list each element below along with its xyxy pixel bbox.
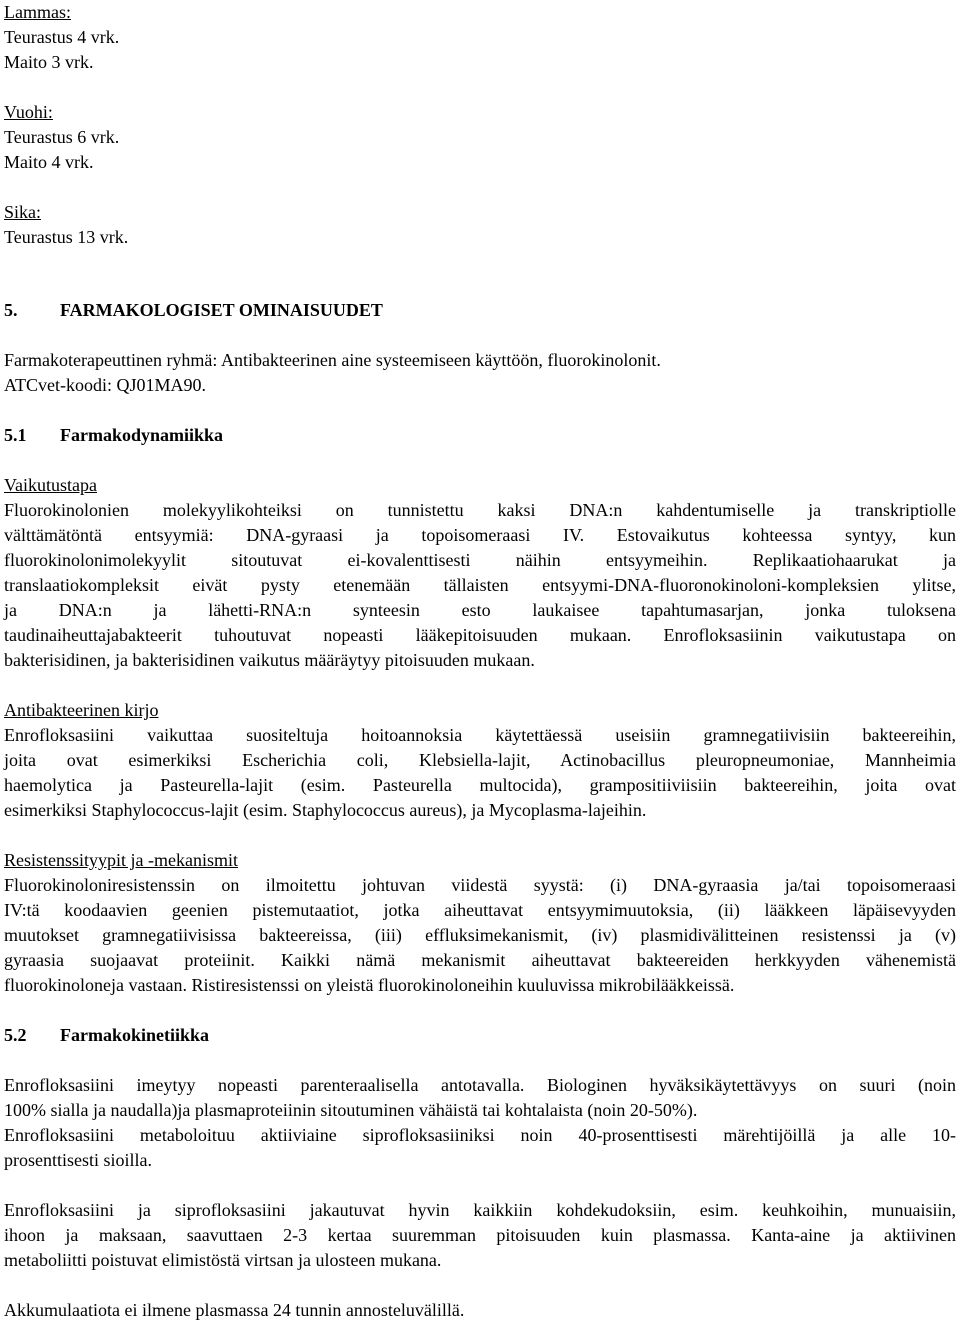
withdrawal-pig [4,200,956,250]
goat-line: Teurastus 6 vrk. [4,127,120,147]
pig-line: Teurastus 13 vrk. [4,227,129,247]
paragraph-line: bakterisidinen, ja bakterisidinen vaikutus määräytyy pitoisuuden mukaan. [4,650,535,670]
section-title: Farmakokinetiikka [60,1025,210,1045]
section-number: 5.2 [4,1025,27,1045]
resistance-paragraph [4,873,956,998]
goat-heading: Vuohi: [4,102,53,122]
pig-heading: Sika: [4,202,42,222]
paragraph-line: Enrofloksasiini metaboloituu aktiiviaine siprofloksasiiniksi noin 40-prosenttisesti märehtijöillä ja alle 10- [4,1125,956,1145]
section-title: Farmakodynamiikka [60,425,224,445]
paragraph-line: fluorokinolonimolekyylit sitoutuvat ei-kovalenttisesti näihin entsyymeihin. Replikaatiohaarukat ja [4,550,956,570]
group-label: Farmakoterapeuttinen ryhmä: [4,350,218,370]
paragraph-line: ja DNA:n ja lähetti-RNA:n synteesin esto laukaisee tapahtumasarjan, jonka tuloksena [4,600,956,620]
pharmacokinetics-paragraph-2 [4,1198,956,1273]
paragraph-line: Fluorokinoloniresistenssin on ilmoitettu johtuvan viidestä syystä: (i) DNA-gyraasia ja/tai topoisomeraasi [4,875,956,895]
pharmacokinetics-paragraph-1 [4,1073,956,1173]
paragraph-line: translaatiokompleksit eivät pysty etenemään tällaisten entsyymi-DNA-fluoronokinoloni-kompleksien ylitse, [4,575,956,595]
mechanism-heading: Vaikutustapa [4,475,97,495]
resistance-heading: Resistenssityypit ja -mekanismit [4,850,238,870]
withdrawal-lamb [4,0,956,75]
paragraph-line: 100% sialla ja naudalla)ja plasmaproteiinin sitoutuminen vähäistä tai kohtalaista (noin 20-50%). [4,1100,698,1120]
paragraph-line: Fluorokinolonien molekyylikohteiksi on tunnistettu kaksi DNA:n kahdentumiselle ja transkriptiolle [4,500,956,520]
paragraph-line: välttämätöntä entsyymiä: DNA-gyraasi ja topoisomeraasi IV. Estovaikutus kohteessa syntyy, kun [4,525,956,545]
paragraph-line: haemolytica ja Pasteurella-lajit (esim. Pasteurella multocida), grampositiiviisiin bakteereihin, joita ovat [4,775,956,795]
withdrawal-goat [4,100,956,175]
spectrum-paragraph [4,723,956,823]
section-5-heading [4,298,956,323]
section-number: 5.1 [4,425,27,445]
paragraph-line: Enrofloksasiini vaikuttaa suositeltuja hoitoannoksia käytettäessä useisiin gramnegatiivisiin bakteereihin, [4,725,956,745]
section-5-2-heading [4,1023,956,1048]
paragraph-line: taudinaiheuttajabakteerit tuhoutuvat nopeasti lääkepitoisuuden mukaan. Enrofloksasiinin vaikutustapa on [4,625,956,645]
mechanism-paragraph [4,498,956,673]
paragraph-line: ihoon ja maksaan, saavuttaen 2-3 kertaa suuremman pitoisuuden kuin plasmassa. Kanta-aine ja aktiivinen [4,1225,956,1245]
lamb-line: Teurastus 4 vrk. [4,27,120,47]
paragraph-line: Enrofloksasiini ja siprofloksasiini jakautuvat hyvin kaikkiin kohdekudoksiin, esim. keuhkoihin, munuaisiin, [4,1200,956,1220]
paragraph-line: IV:tä koodaavien geenien pistemutaatiot, jotka aiheuttavat entsyymimuutoksia, (ii) lääkkeen läpäisevyyden [4,900,956,920]
paragraph-line: Enrofloksasiini imeytyy nopeasti parenteraalisella antotavalla. Biologinen hyväksikäytettävyys on suuri (noin [4,1075,956,1095]
atc-code: ATCvet-koodi: QJ01MA90. [4,375,206,395]
lamb-line: Maito 3 vrk. [4,52,94,72]
lamb-heading: Lammas: [4,2,71,22]
section-title: FARMAKOLOGISET OMINAISUUDET [60,300,383,320]
paragraph-line: joita ovat esimerkiksi Escherichia coli, Klebsiella-lajit, Actinobacillus pleuropneumoniae, Mannheimia [4,750,956,770]
spectrum-heading: Antibakteerinen kirjo [4,700,159,720]
paragraph-line: muutokset gramnegatiivisissa bakteereissa, (iii) effluksimekanismit, (iv) plasmidivälitteinen resistenssi ja (v) [4,925,956,945]
group-value: Antibakteerinen aine systeemiseen käyttöön, fluorokinolonit. [217,350,661,370]
paragraph-line: Akkumulaatiota ei ilmene plasmassa 24 tunnin annosteluvälillä. [4,1300,465,1320]
pharmacokinetics-paragraph-3 [4,1298,956,1323]
paragraph-line: esimerkiksi Staphylococcus-lajit (esim. Staphylococcus aureus), ja Mycoplasma-lajeihin. [4,800,647,820]
goat-line: Maito 4 vrk. [4,152,94,172]
paragraph-line: gyraasia suojaavat proteiinit. Kaikki nämä mekanismit aiheuttavat bakteereiden herkkyyden vähenemistä [4,950,956,970]
section-number: 5. [4,300,18,320]
paragraph-line: fluorokinoloneja vastaan. Ristiresistenssi on yleistä fluorokinoloneihin kuuluvissa mikrobilääkkeissä. [4,975,735,995]
section-5-1-heading [4,423,956,448]
paragraph-line: metaboliitti poistuvat elimistöstä virtsan ja ulosteen mukana. [4,1250,442,1270]
pharmacotherapeutic-group [4,348,956,373]
paragraph-line: prosenttisesti sioilla. [4,1150,152,1170]
